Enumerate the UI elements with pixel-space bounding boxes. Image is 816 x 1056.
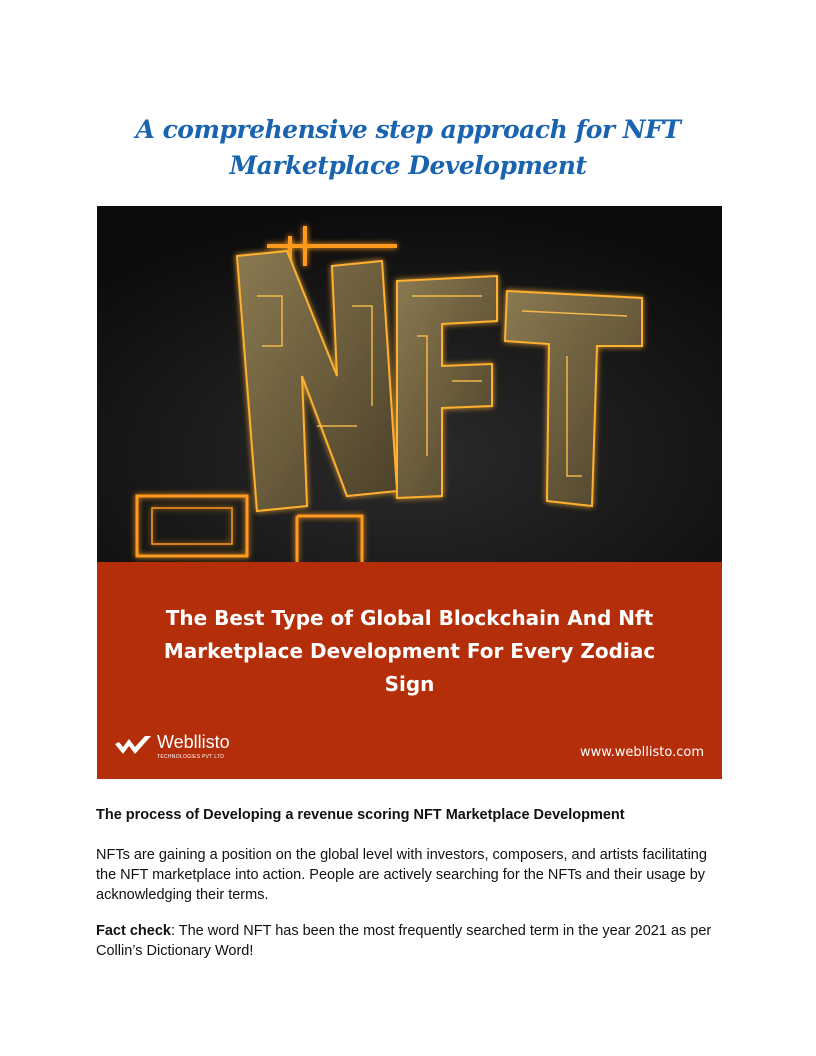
intro-paragraph: NFTs are gaining a position on the global level with investors, composers, and artists facilitating the NFT marketplace into action. People are actively searching for the NFTs and their usage by acknowledging their terms. bbox=[96, 847, 707, 903]
page-title: A comprehensive step approach for NFT Marketplace Development bbox=[135, 115, 681, 180]
section-subheading: The process of Developing a revenue scoring NFT Marketplace Development bbox=[96, 807, 625, 823]
logo-tagline: TECHNOLOGIES PVT LTD bbox=[157, 754, 225, 760]
logo-name: Webllisto bbox=[157, 732, 230, 752]
fact-check-paragraph bbox=[96, 921, 724, 961]
fact-check-text: : The word NFT has been the most frequently searched term in the year 2021 as per Collin’s Dictionary Word! bbox=[96, 923, 712, 959]
nft-letters-illustration bbox=[97, 206, 722, 562]
banner-url: www.webllisto.com bbox=[579, 745, 704, 760]
webllisto-logo-icon bbox=[115, 734, 153, 756]
banner-headline: The Best Type of Global Blockchain And Nft Marketplace Development For Every Zodiac Sign bbox=[163, 606, 656, 696]
nft-banner-image bbox=[97, 206, 722, 779]
fact-check-label: Fact check bbox=[96, 923, 171, 939]
banner-caption-panel bbox=[97, 562, 722, 779]
nft-3d-graphic bbox=[97, 206, 722, 562]
